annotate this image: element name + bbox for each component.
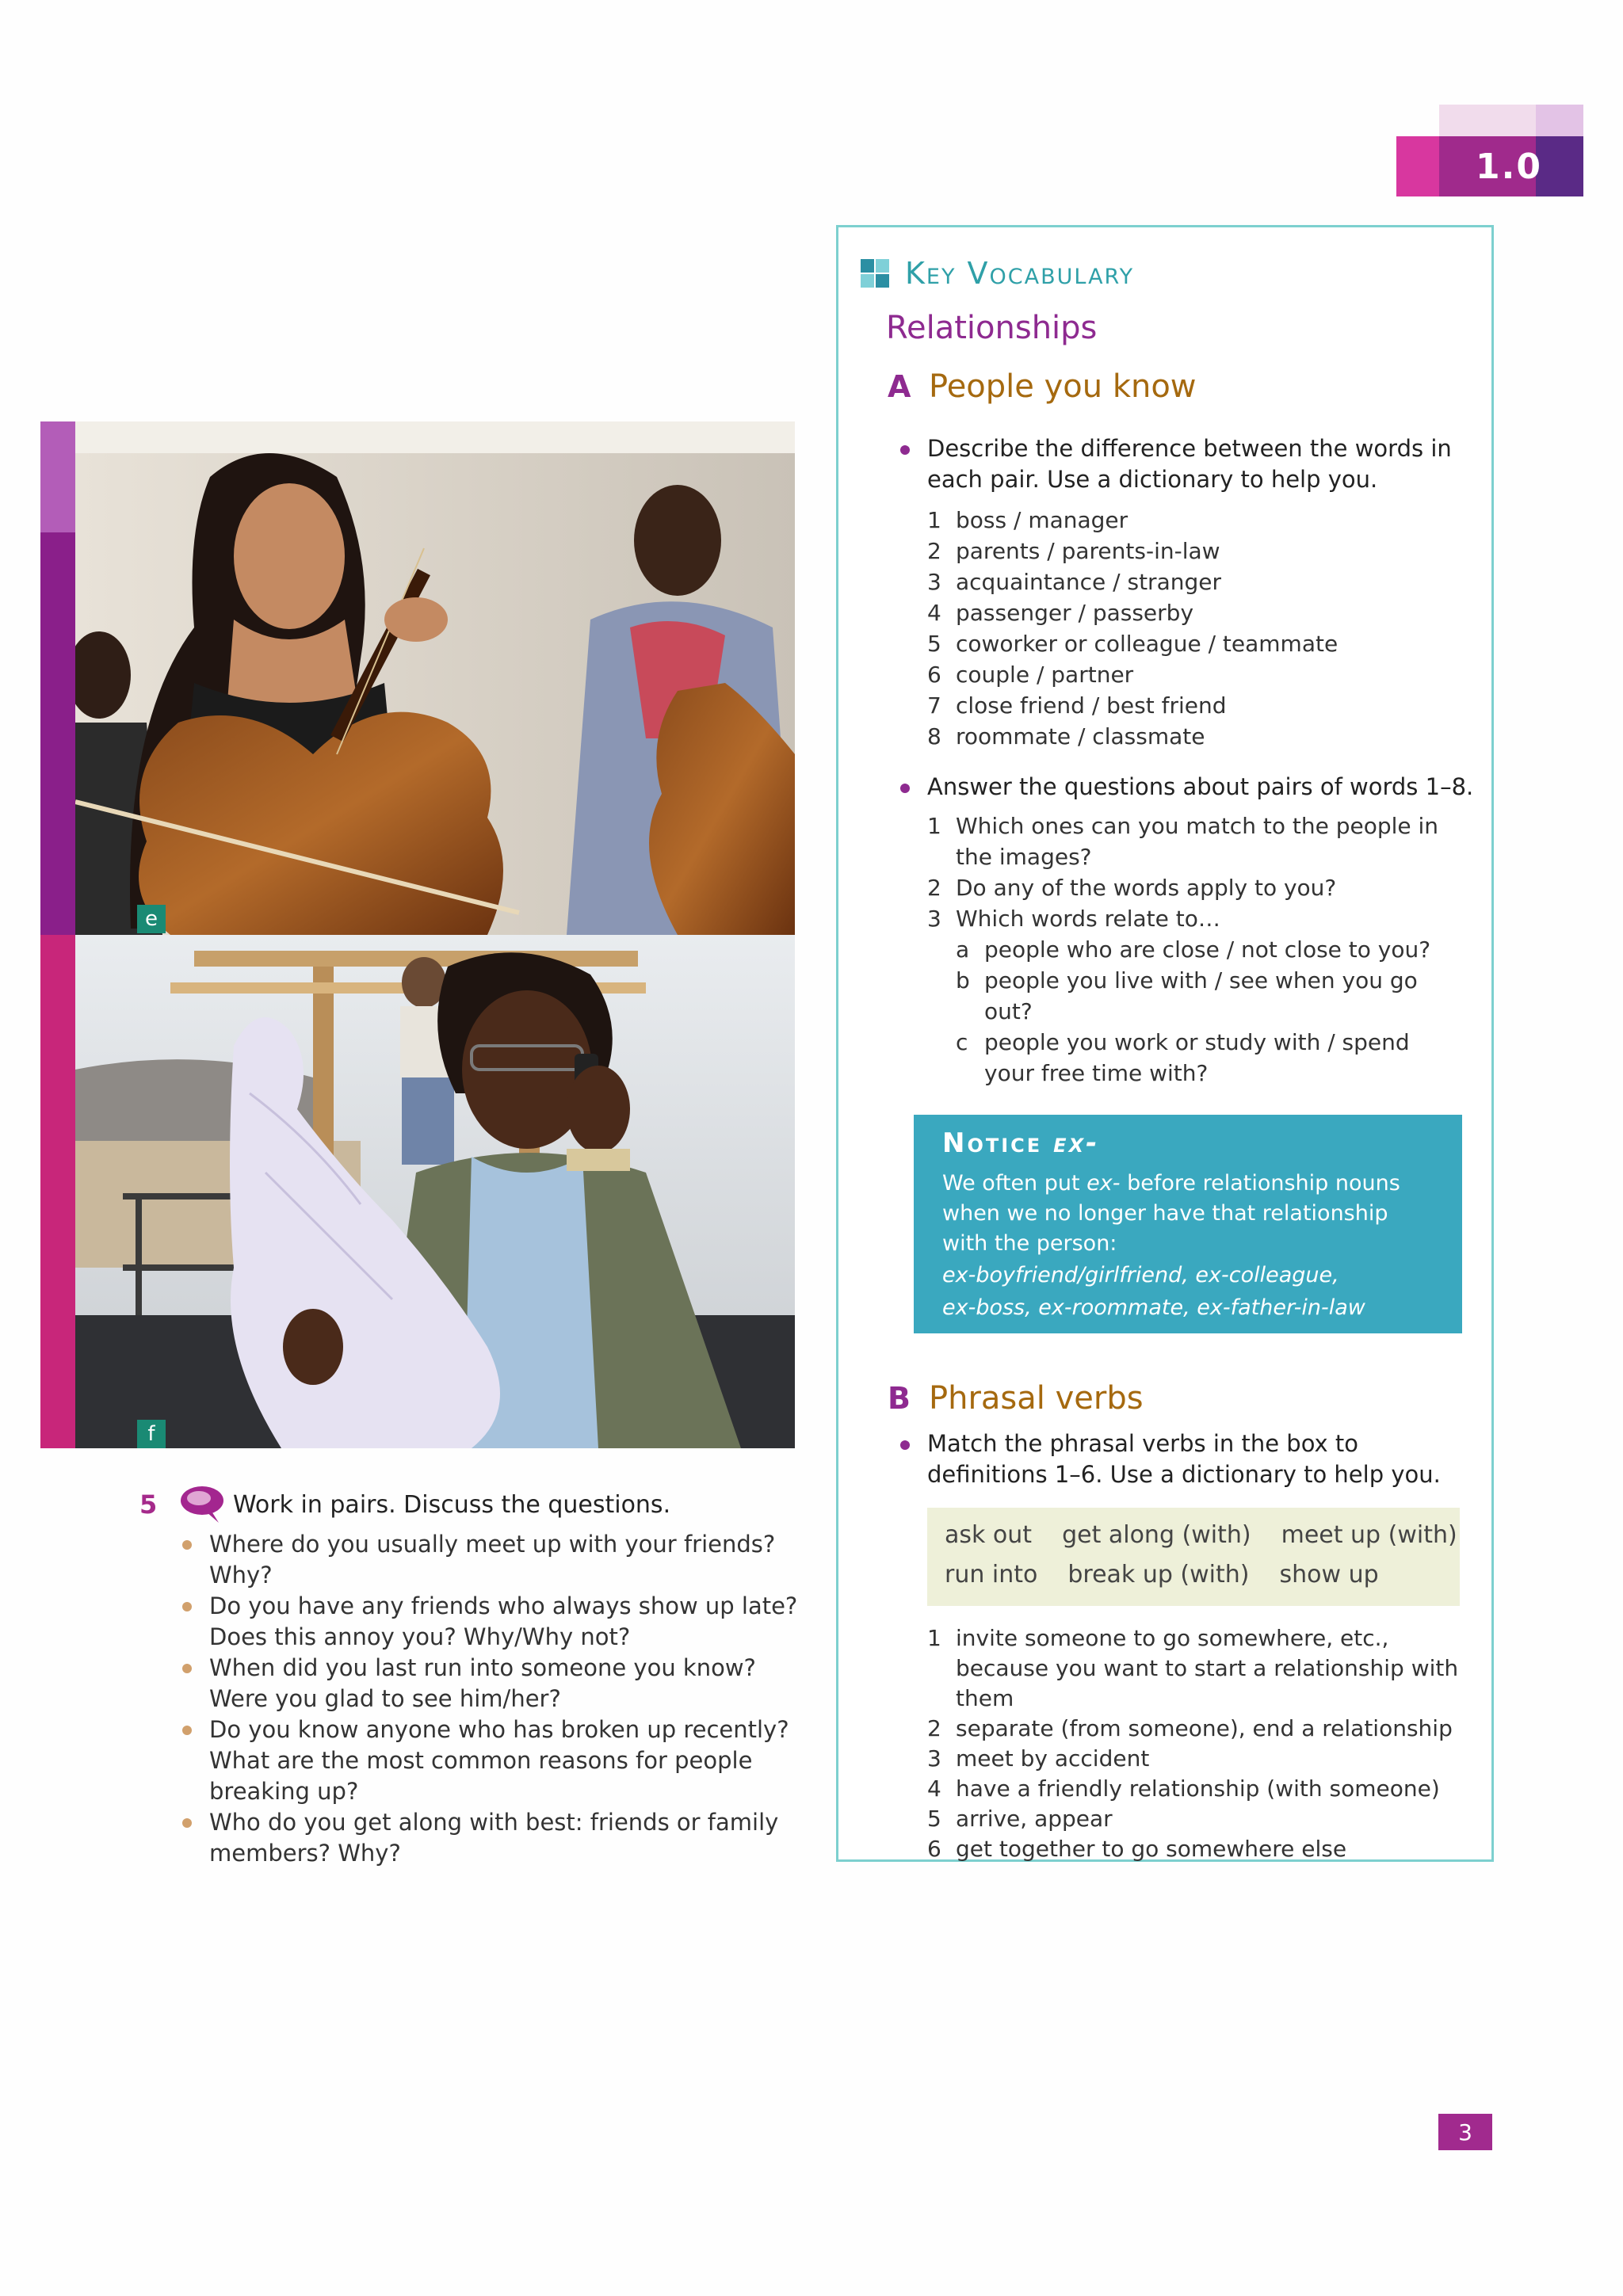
item-number: 4 <box>927 1775 941 1802</box>
item-number: a <box>956 936 970 963</box>
item-text: parents / parents-in-law <box>956 538 1220 564</box>
part-b-heading: B Phrasal verbs <box>888 1380 1144 1417</box>
vocabulary-squares-icon <box>861 259 889 288</box>
phrasal-verbs-row-2 <box>945 1555 1442 1595</box>
item-number: 5 <box>927 631 941 657</box>
exercise-instruction: Work in pairs. Discuss the questions. <box>233 1491 671 1519</box>
item-number: 1 <box>927 507 941 533</box>
list-item <box>927 1623 1466 1714</box>
phrasal-verb: meet up (with) <box>1281 1521 1457 1549</box>
list-item <box>927 1744 1466 1774</box>
item-number: 1 <box>927 813 941 839</box>
list-item <box>927 566 1466 597</box>
phrasal-verbs-box <box>927 1508 1460 1606</box>
item-text: close friend / best friend <box>956 692 1227 719</box>
item-text: acquaintance / stranger <box>956 569 1221 595</box>
item-number: c <box>956 1029 968 1055</box>
item-number: 2 <box>927 538 941 564</box>
bullet-icon <box>182 1818 192 1828</box>
notice-ex-box <box>914 1115 1462 1333</box>
item-text: meet by accident <box>956 1745 1150 1772</box>
item-number: 3 <box>927 1745 941 1772</box>
phrasal-verb: run into <box>945 1561 1038 1589</box>
item-number: 2 <box>927 875 941 901</box>
item-text: people who are close / not close to you? <box>984 936 1431 963</box>
definitions-list <box>927 1623 1466 1864</box>
item-number: 7 <box>927 692 941 719</box>
part-a-instruction-1: Describe the difference between the words in each pair. Use a dictionary to help you. <box>900 433 1455 495</box>
phrasal-verb: ask out <box>945 1521 1033 1549</box>
item-number: b <box>956 967 970 994</box>
item-text: roommate / classmate <box>956 723 1205 749</box>
list-item <box>927 1714 1466 1744</box>
list-item <box>927 810 1450 872</box>
list-item <box>956 965 1450 1027</box>
key-vocabulary-panel <box>836 225 1494 1862</box>
cellist-photo <box>75 421 795 935</box>
unit-tab <box>1396 105 1583 196</box>
word-pairs-list <box>927 505 1466 752</box>
bullet-icon <box>182 1726 192 1735</box>
item-text: people you work or study with / spend your free time with? <box>984 1029 1410 1086</box>
list-item <box>927 1774 1466 1804</box>
list-item <box>956 934 1450 965</box>
item-text: passenger / passerby <box>956 600 1194 626</box>
list-item <box>927 872 1450 903</box>
item-text: invite someone to go somewhere, etc., because you want to start a relationship with them <box>956 1625 1459 1711</box>
notice-examples-2: ex-boss, ex-roommate, ex-father-in-law <box>942 1295 1365 1320</box>
item-number: 3 <box>927 906 941 932</box>
item-text: get together to go somewhere else <box>956 1836 1347 1862</box>
item-text: boss / manager <box>956 507 1128 533</box>
list-item <box>927 1834 1466 1864</box>
bullet-icon <box>182 1540 192 1550</box>
phrasal-verb: get along (with) <box>1062 1521 1251 1549</box>
speech-bubble-icon <box>179 1485 225 1524</box>
discussion-question: Do you have any friends who always show up late? Does this annoy you? Why/Why not? <box>181 1591 815 1653</box>
phrasal-verb: break up (with) <box>1067 1561 1250 1589</box>
photo-f-label: f <box>137 1420 166 1448</box>
part-b-instruction: Match the phrasal verbs in the box to definitions 1–6. Use a dictionary to help you. <box>900 1428 1471 1490</box>
part-a-instruction-2: Answer the questions about pairs of words 1–8. <box>900 772 1487 803</box>
item-number: 5 <box>927 1806 941 1832</box>
list-item <box>927 690 1466 721</box>
discussion-question: Who do you get along with best: friends or family members? Why? <box>181 1807 815 1869</box>
list-item <box>927 1804 1466 1834</box>
discussion-question: When did you last run into someone you know? Were you glad to see him/her? <box>181 1653 815 1714</box>
discussion-questions-list <box>181 1529 815 1869</box>
item-text: Which ones can you match to the people in the images? <box>956 813 1439 870</box>
item-text: have a friendly relationship (with someone) <box>956 1775 1440 1802</box>
notice-title: Notice ex- <box>942 1127 1100 1159</box>
unit-number: 1.0 <box>1476 146 1542 187</box>
list-item <box>927 903 1450 934</box>
pair-questions-list <box>927 810 1450 1089</box>
notice-text: We often put ex- before relationship nouns when we no longer have that relationship with the person: <box>942 1171 1400 1256</box>
item-number: 8 <box>927 723 941 749</box>
list-item <box>927 721 1466 752</box>
item-text: Which words relate to… <box>956 906 1220 932</box>
item-text: coworker or colleague / teammate <box>956 631 1338 657</box>
item-number: 2 <box>927 1715 941 1741</box>
bullet-icon <box>182 1602 192 1611</box>
phrasal-verb: show up <box>1279 1561 1379 1589</box>
section-title: Relationships <box>886 310 1098 346</box>
item-number: 1 <box>927 1625 941 1651</box>
phrasal-verbs-row-1 <box>945 1516 1457 1555</box>
item-number: 4 <box>927 600 941 626</box>
photo-e <box>40 421 795 935</box>
phone-call-photo <box>75 935 795 1448</box>
item-text: couple / partner <box>956 662 1134 688</box>
list-item <box>927 659 1466 690</box>
item-number: 6 <box>927 662 941 688</box>
page-number: 3 <box>1438 2114 1492 2150</box>
photo-e-label: e <box>137 905 166 933</box>
item-number: 6 <box>927 1836 941 1862</box>
bullet-icon <box>182 1664 192 1673</box>
item-text: arrive, appear <box>956 1806 1113 1832</box>
notice-examples-1: ex-boyfriend/girlfriend, ex-colleague, <box>942 1263 1339 1287</box>
item-number: 3 <box>927 569 941 595</box>
item-text: Do any of the words apply to you? <box>956 875 1337 901</box>
item-text: separate (from someone), end a relationship <box>956 1715 1453 1741</box>
discussion-question: Do you know anyone who has broken up recently? What are the most common reasons for people breaking up? <box>181 1714 815 1807</box>
key-vocabulary-heading: Key Vocabulary <box>861 256 1134 291</box>
list-item <box>956 1027 1450 1089</box>
list-item <box>927 536 1466 566</box>
photo-f <box>40 935 795 1448</box>
list-item <box>927 628 1466 659</box>
item-text: people you live with / see when you go out? <box>984 967 1418 1024</box>
exercise-number: 5 <box>139 1489 158 1520</box>
discussion-question: Where do you usually meet up with your friends? Why? <box>181 1529 815 1591</box>
sub-questions-list <box>927 934 1450 1089</box>
list-item <box>927 597 1466 628</box>
list-item <box>927 505 1466 536</box>
part-a-heading: A People you know <box>888 368 1197 405</box>
